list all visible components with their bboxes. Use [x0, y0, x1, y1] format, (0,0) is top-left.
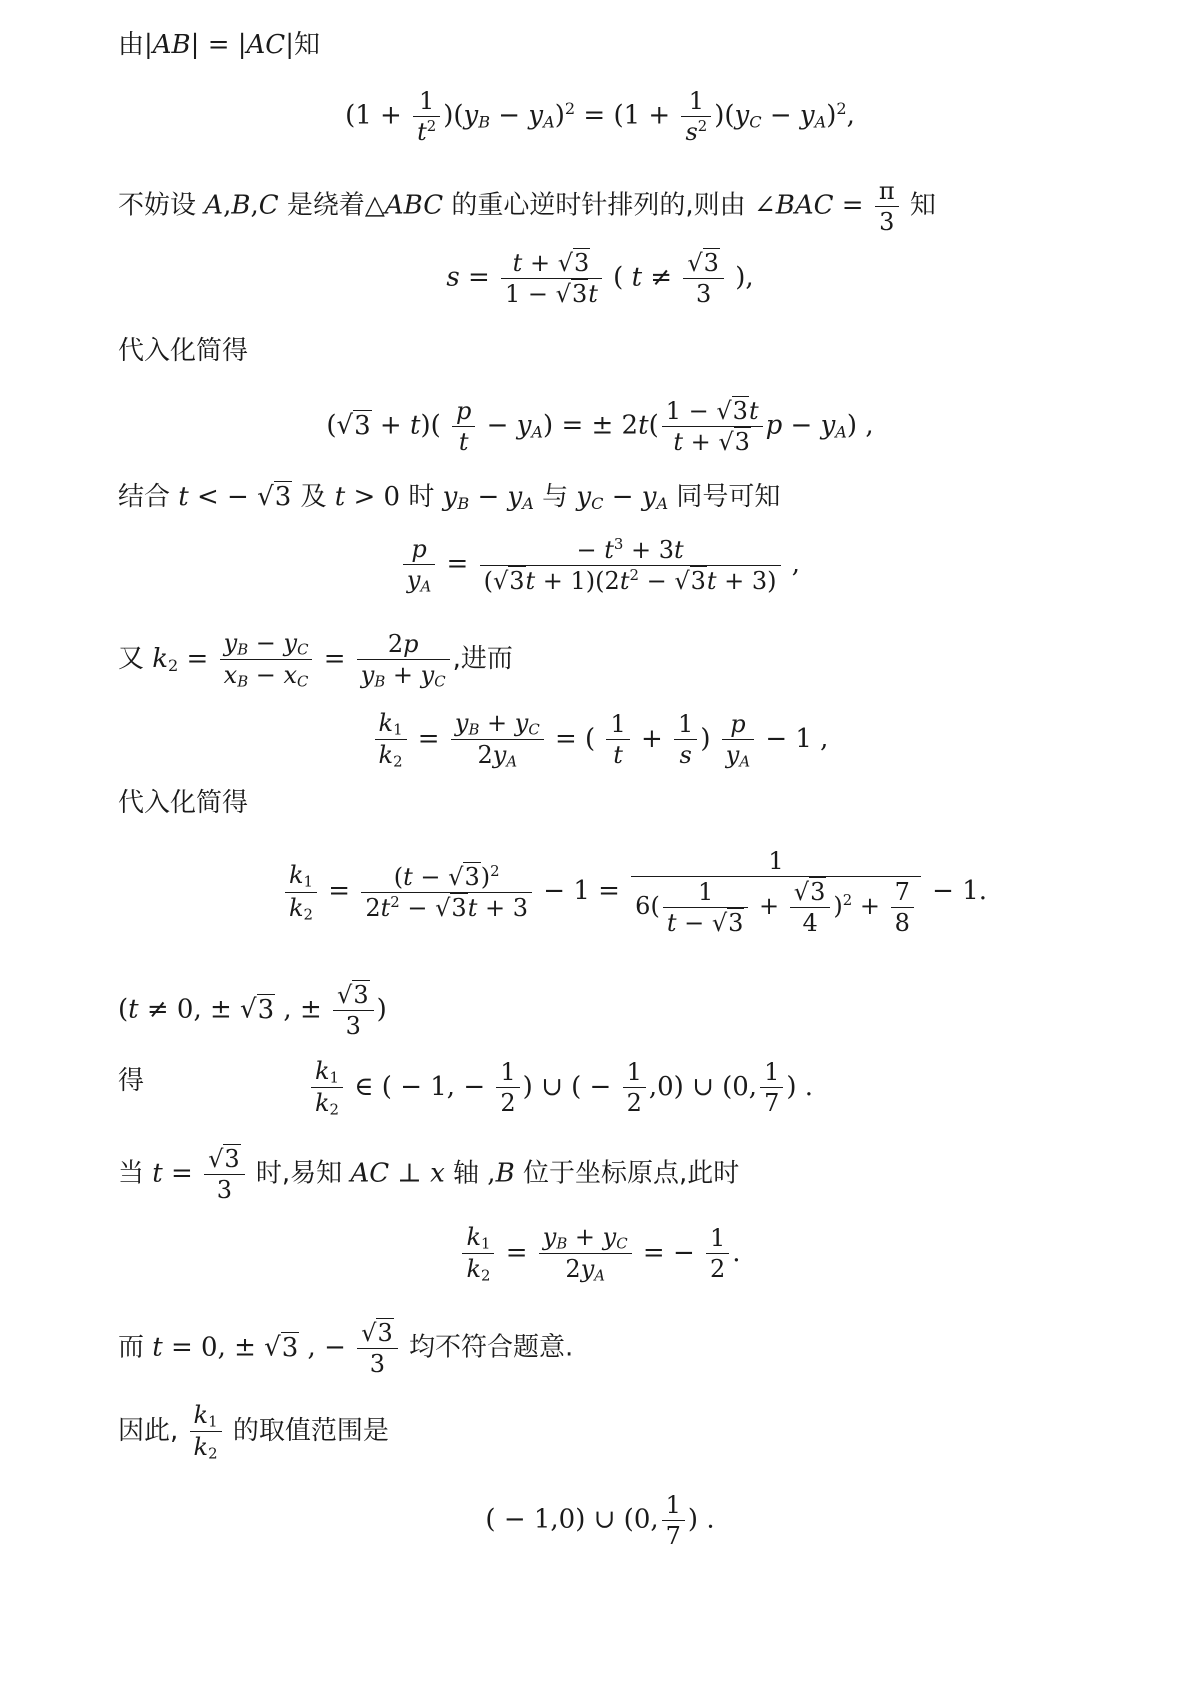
text-line-1: 由|AB| = |AC|知: [118, 30, 320, 60]
equation-1: (1 + $\frac{1}{t^2}$ )$(y_B - y_A)^2 = (1$ + $\frac{1}{s^2}$ )$(y_C - y_A)^2$,: [345, 87, 855, 146]
text-line-9: 当 t = $\frac{√3}{3}$ 时,易知 AC ⊥ x 轴 ,B 位于坐标原点,此时: [118, 1145, 740, 1204]
text-line-8-label: 得: [118, 1066, 145, 1096]
equation-3: (√3 + t)( $\frac{p}{t}$ − $y_A$) = ± 2t( $\frac{1 - √3t}{t + √3}$ $p - y_A$) ,: [326, 397, 874, 456]
equation-6: $\frac{k_1}{k_2}$ = $\frac{(t - √3)^2}{2t^2 - √3t + 3}$ − 1 = 1 6( $\frac{1}{t - √3}$ + $\frac{√3}{4}$ )$^2$ + $\frac{7}{8}$ − 1.: [282, 846, 987, 938]
text-line-10: 而 t = 0, ± √3 , − $\frac{√3}{3}$ 均不符合题意.: [118, 1319, 574, 1378]
text-line-7: (t ≠ 0, ± √3 , ± $\frac{√3}{3}$ ): [118, 981, 387, 1040]
equation-2: s = $\frac{t + √3}{1 - √3t}$ ( t ≠ $\frac{√3}{3}$ ),: [446, 249, 754, 308]
text-line-2: 不妨设 A,B,C 是绕着△ABC 的重心逆时针排列的,则由 ∠BAC = $\frac{\pi}{3}$ 知: [118, 177, 936, 236]
text-line-5: 又 $k_2$ = $\frac{y_B - y_C}{x_B - x_C}$ = $\frac{2p}{y_B + y_C}$ ,进而: [118, 629, 513, 692]
text-line-4: 结合 t < − √3 及 t > 0 时 $y_B - y_A$ 与 $y_C - y_A$ 同号可知: [118, 482, 781, 514]
text-line-6: 代入化简得: [118, 788, 249, 818]
equation-9: $\frac{k_1}{k_2}$ = $\frac{y_B + y_C}{2y_A}$ = − $\frac{1}{2}$ .: [0, 1222, 1200, 1286]
text-line-11: 因此, $\frac{k_1}{k_2}$ 的取值范围是: [118, 1401, 389, 1464]
text-line-3: 代入化简得: [118, 336, 249, 366]
equation-8: $\frac{k_1}{k_2}$ ∈ ( − 1, − $\frac{1}{2}$ ) ∪ ( − $\frac{1}{2}$ ,0) ∪ (0, $\frac{1}{7}$ ) .: [308, 1056, 813, 1120]
equation-5: $\frac{k_1}{k_2}$ = $\frac{y_B + y_C}{2y_A}$ = ( $\frac{1}{t}$ + $\frac{1}{s}$ ) $\frac{p}{y_A}$ − 1 ,: [0, 708, 1200, 772]
equation-4: $\frac{p}{y_A}$ = $\frac{- t^3 + 3t}{(√3t + 1)(2t^2 - √3t + 3)}$ ,: [0, 534, 1200, 596]
equation-11: ( − 1,0) ∪ (0, $\frac{1}{7}$ ) .: [485, 1491, 715, 1550]
